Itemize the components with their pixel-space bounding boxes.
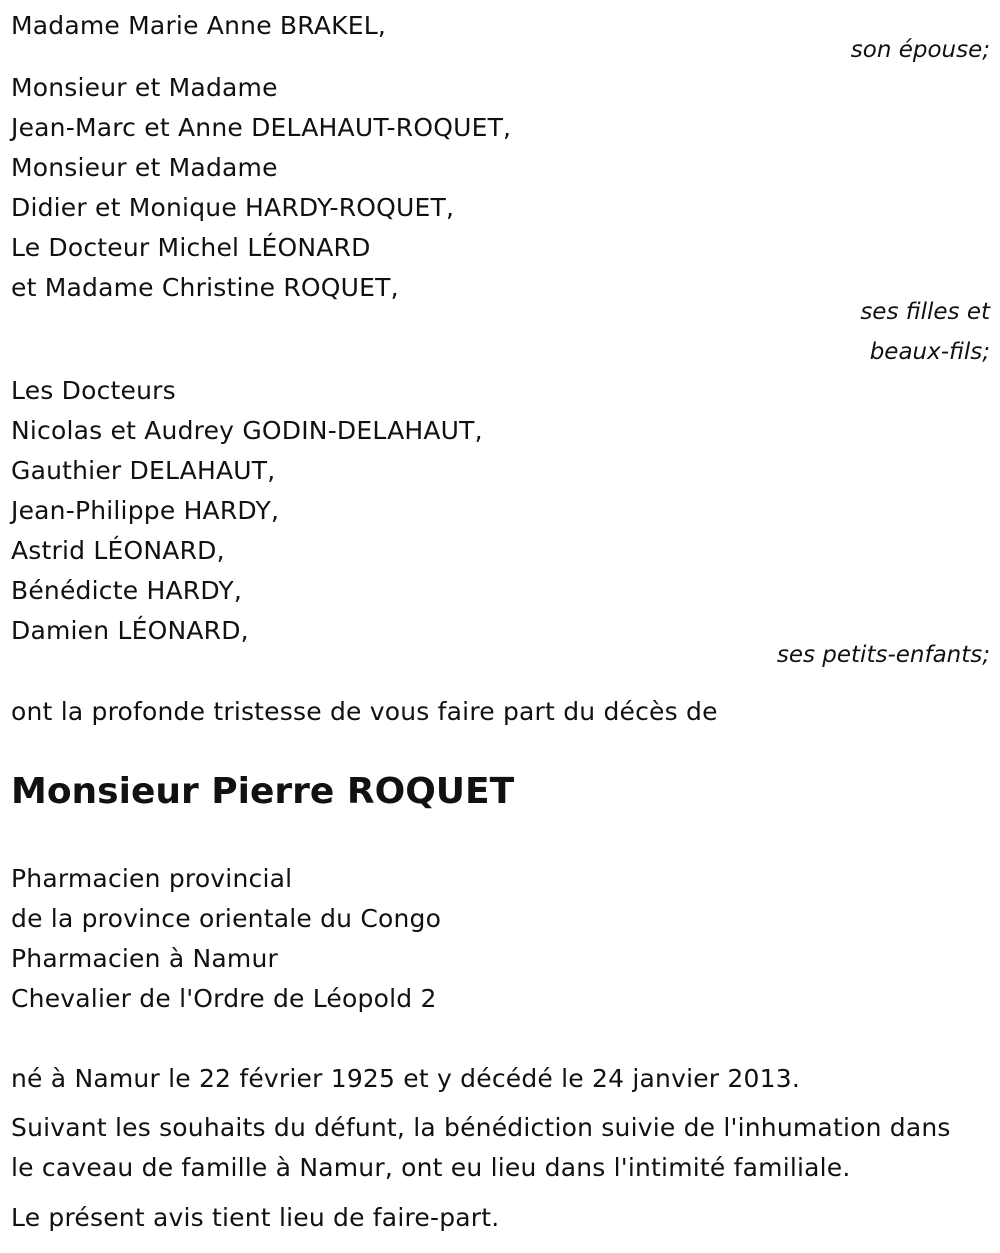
ceremony-line1: Suivant les souhaits du défunt, la bénédiction suivie de l'inhumation dans [11, 1113, 951, 1142]
title-line: Pharmacien à Namur [11, 944, 278, 973]
ceremony-line2: le caveau de famille à Namur, ont eu lieu dans l'intimité familiale. [11, 1153, 851, 1182]
spouse-role: son épouse; [850, 37, 990, 63]
deceased-name: Monsieur Pierre ROQUET [11, 771, 515, 812]
daughters-role-line1: ses filles et [860, 299, 990, 325]
dates-text: né à Namur le 22 février 1925 et y décédé le 24 janvier 2013. [11, 1064, 800, 1093]
title-line: Pharmacien provincial [11, 864, 293, 893]
daughter-line: et Madame Christine ROQUET, [11, 273, 399, 302]
grandchild-line: Les Docteurs [11, 376, 176, 405]
grandchild-line: Astrid LÉONARD, [11, 536, 225, 565]
daughter-line: Didier et Monique HARDY-ROQUET, [11, 193, 455, 222]
spouse-name: Madame Marie Anne BRAKEL, [11, 11, 386, 40]
grandchild-line: Gauthier DELAHAUT, [11, 456, 276, 485]
daughter-line: Jean-Marc et Anne DELAHAUT-ROQUET, [11, 113, 512, 142]
daughter-line: Monsieur et Madame [11, 153, 278, 182]
grandchild-line: Nicolas et Audrey GODIN-DELAHAUT, [11, 416, 483, 445]
grandchild-line: Jean-Philippe HARDY, [11, 496, 280, 525]
title-line: Chevalier de l'Ordre de Léopold 2 [11, 984, 437, 1013]
daughter-line: Le Docteur Michel LÉONARD [11, 233, 371, 262]
daughters-role-line2: beaux-fils; [869, 339, 990, 365]
title-line: de la province orientale du Congo [11, 904, 442, 933]
closing-text: Le présent avis tient lieu de faire-part. [11, 1203, 500, 1232]
grandchild-line: Bénédicte HARDY, [11, 576, 243, 605]
daughter-line: Monsieur et Madame [11, 73, 278, 102]
intro-text: ont la profonde tristesse de vous faire part du décès de [11, 697, 718, 726]
grandchild-line: Damien LÉONARD, [11, 616, 249, 645]
grandchildren-role: ses petits-enfants; [776, 642, 990, 668]
